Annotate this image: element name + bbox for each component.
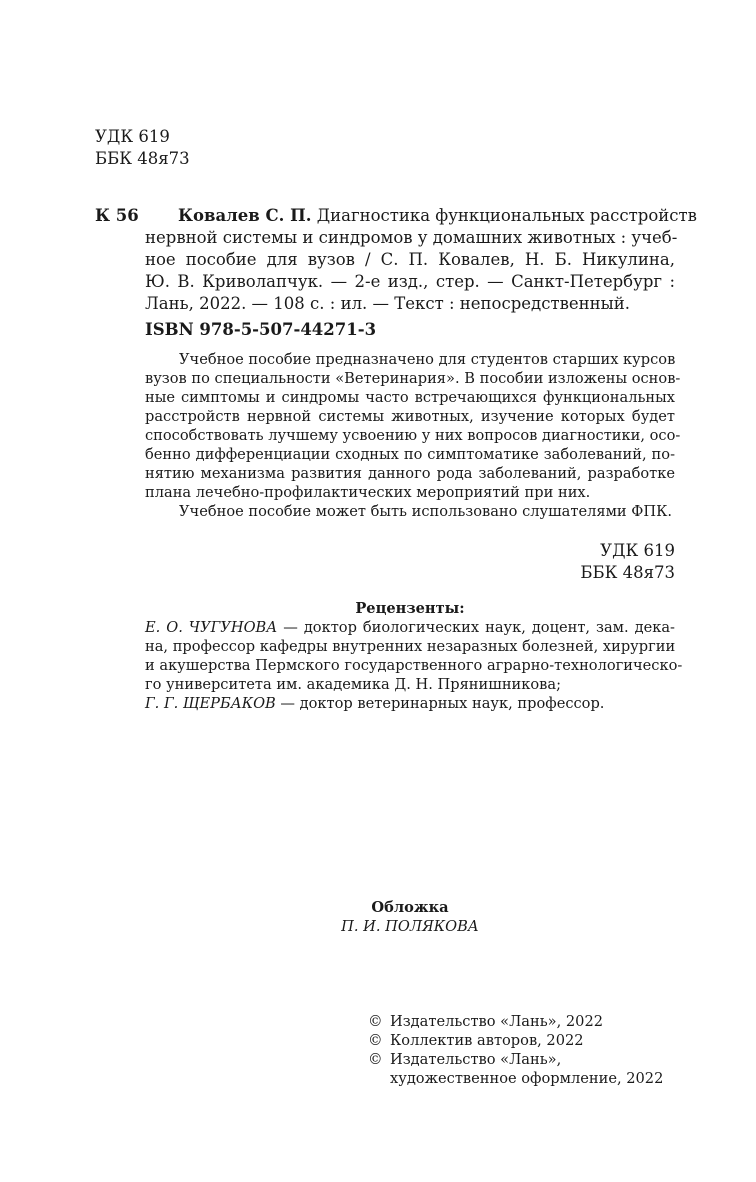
reviewer-1-name: Е. О. ЧУГУНОВА xyxy=(145,619,278,636)
udk-bottom: УДК 619 xyxy=(600,541,675,560)
copyright-continuation: художественное оформление, 2022 xyxy=(390,1070,664,1087)
biblio-line-2: нервной системы и синдромов у домашних животных : учеб- xyxy=(145,228,678,247)
reviewer-2-title: — доктор ветеринарных наук, профессор. xyxy=(275,695,605,712)
isbn: ISBN 978-5-507-44271-3 xyxy=(145,320,377,339)
reviewer-2-line xyxy=(145,694,604,713)
reviewer-1-line-1 xyxy=(145,618,675,637)
abstract-line: плана лечебно-профилактических мероприятий при них. xyxy=(145,484,591,501)
biblio-line-1 xyxy=(178,205,697,226)
udk-top: УДК 619 xyxy=(95,127,170,146)
abstract-line: вузов по специальности «Ветеринария». В пособии изложены основ- xyxy=(145,370,681,387)
reviewer-1-line-4: го университета им. академика Д. Н. Прянишникова; xyxy=(145,676,562,693)
reviewer-1-line-2: на, профессор кафедры внутренних незаразных болезней, хирургии xyxy=(145,638,676,655)
reviewers-heading: Рецензенты: xyxy=(355,600,465,617)
abstract-line: Учебное пособие предназначено для студентов старших курсов xyxy=(179,351,676,368)
cover-heading: Обложка xyxy=(371,899,449,916)
cover-artist: П. И. ПОЛЯКОВА xyxy=(341,918,479,935)
biblio-author: Ковалев С. П. xyxy=(178,206,312,225)
abstract-line: бенно дифференциации сходных по симптоматике заболеваний, по- xyxy=(145,446,675,463)
copyright-line: Коллектив авторов, 2022 xyxy=(390,1032,584,1049)
reviewer-2-name: Г. Г. ЩЕРБАКОВ xyxy=(145,695,276,712)
copyright-symbol: © xyxy=(368,1013,383,1030)
bbk-top: ББК 48я73 xyxy=(95,149,190,168)
reviewer-1-title: — доктор биологических наук, доцент, зам. дека- xyxy=(277,619,675,636)
abstract-line: ные симптомы и синдромы часто встречающихся функциональных xyxy=(145,389,675,406)
abstract-last-line: Учебное пособие может быть использовано слушателями ФПК. xyxy=(179,503,673,520)
abstract-line: нятию механизма развития данного рода заболеваний, разработке xyxy=(145,465,675,482)
abstract-line: расстройств нервной системы животных, изучение которых будет xyxy=(145,408,675,425)
copyright-symbol: © xyxy=(368,1051,383,1068)
biblio-line-4: Ю. В. Криволапчук. — 2-е изд., стер. — Санкт-Петербург : xyxy=(145,272,675,291)
abstract-line: способствовать лучшему усвоению у них вопросов диагностики, осо- xyxy=(145,427,681,444)
copyright-line: Издательство «Лань», xyxy=(390,1051,562,1068)
bbk-bottom: ББК 48я73 xyxy=(580,563,675,582)
biblio-line-3: ное пособие для вузов / С. П. Ковалев, Н. Б. Никулина, xyxy=(145,250,675,269)
biblio-title: Диагностика функциональных расстройств xyxy=(311,206,697,225)
copyright-line: Издательство «Лань», 2022 xyxy=(390,1013,604,1030)
reviewer-1-line-3: и акушерства Пермского государственного аграрно-технологическо- xyxy=(145,657,683,674)
biblio-line-5: Лань, 2022. — 108 с. : ил. — Текст : непосредственный. xyxy=(145,294,631,313)
copyright-symbol: © xyxy=(368,1032,383,1049)
index-code: К 56 xyxy=(95,206,139,225)
